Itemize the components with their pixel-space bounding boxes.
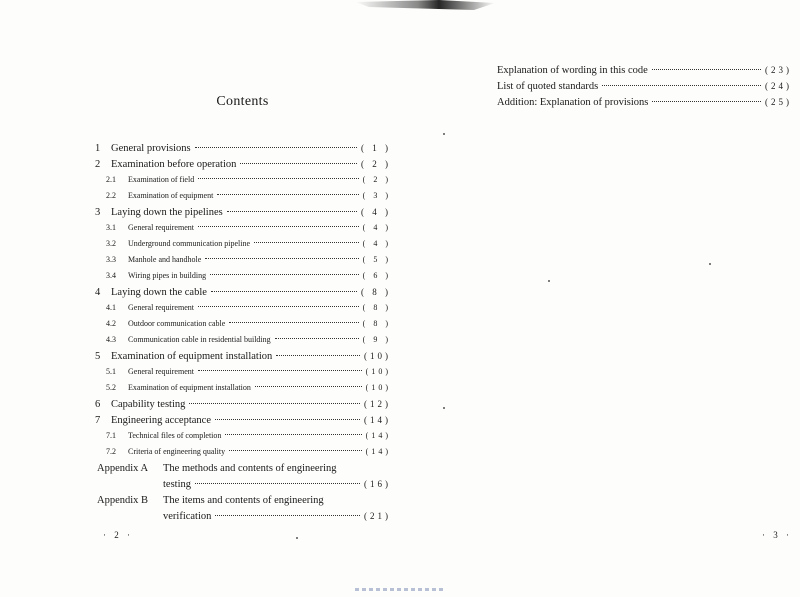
appendix-b-title-line2: verification: [163, 511, 212, 522]
appendix-a-title-line2: testing: [163, 479, 191, 490]
toc-entry-page: (23): [765, 65, 792, 75]
dot-leader: [189, 403, 360, 404]
dot-leader: [275, 338, 359, 339]
toc-entry-label: Manhole and handhole: [128, 255, 202, 264]
toc-entry-number: 5.1: [106, 367, 116, 376]
right-page-number: · 3 ·: [762, 530, 792, 540]
scan-speck: [443, 133, 445, 135]
toc-section-entry[interactable]: [106, 271, 391, 280]
dot-leader: [198, 178, 358, 179]
toc-entry-number: 4.2: [106, 319, 116, 328]
toc-entry-number: 7.1: [106, 431, 116, 440]
appendix-a-title-line1: The methods and contents of engineering: [163, 463, 337, 474]
dot-leader: [652, 101, 761, 102]
toc-entry-label: Explanation of wording in this code: [497, 65, 648, 76]
dot-leader: [215, 515, 360, 516]
appendix-a-heading[interactable]: [97, 463, 337, 474]
toc-entry-page: ( 8 ): [361, 287, 391, 297]
toc-entry-label: General requirement: [128, 367, 194, 376]
toc-chapter-entry[interactable]: [95, 399, 391, 410]
appendix-b-label: Appendix B: [97, 495, 149, 506]
toc-back-matter-entry[interactable]: [497, 81, 792, 92]
appendix-a-label: Appendix A: [97, 463, 149, 474]
appendix-a-page: (16): [364, 479, 391, 489]
dot-leader: [240, 163, 357, 164]
toc-entry-number: 3.2: [106, 239, 116, 248]
toc-entry-number: 3.4: [106, 271, 116, 280]
toc-entry-number: 7.2: [106, 447, 116, 456]
toc-entry-page: ( 2 ): [362, 175, 391, 184]
toc-entry-page: (14): [364, 415, 391, 425]
appendix-b-continuation[interactable]: [163, 511, 391, 522]
toc-entry-label: General requirement: [128, 223, 194, 232]
toc-section-entry[interactable]: [106, 255, 391, 264]
toc-back-matter-entry[interactable]: [497, 65, 792, 76]
toc-entry-page: (14): [365, 447, 391, 456]
toc-entry-page: ( 6 ): [362, 271, 391, 280]
toc-entry-page: (12): [364, 399, 391, 409]
toc-section-entry[interactable]: [106, 175, 391, 184]
dot-leader: [254, 242, 359, 243]
toc-section-entry[interactable]: [106, 367, 391, 376]
toc-entry-page: ( 9 ): [362, 335, 391, 344]
dot-leader: [652, 69, 761, 70]
toc-entry-label: Examination before operation: [111, 159, 237, 170]
toc-chapter-entry[interactable]: [95, 207, 391, 218]
toc-entry-number: 5.2: [106, 383, 116, 392]
toc-entry-page: (14): [365, 431, 391, 440]
toc-back-matter-entry[interactable]: [497, 97, 792, 108]
toc-entry-label: Criteria of engineering quality: [128, 447, 226, 456]
toc-entry-label: Examination of equipment: [128, 191, 214, 200]
dot-leader: [227, 211, 357, 212]
toc-section-entry[interactable]: [106, 335, 391, 344]
toc-section-entry[interactable]: [106, 319, 391, 328]
toc-entry-number: 7: [95, 415, 101, 426]
toc-entry-page: ( 8 ): [362, 303, 391, 312]
toc-section-entry[interactable]: [106, 447, 391, 456]
dot-leader: [225, 434, 361, 435]
toc-entry-page: ( 4 ): [362, 239, 391, 248]
toc-entry-number: 2.2: [106, 191, 116, 200]
toc-entry-label: Capability testing: [111, 399, 186, 410]
toc-section-entry[interactable]: [106, 303, 391, 312]
toc-chapter-entry[interactable]: [95, 415, 391, 426]
appendix-b-heading[interactable]: [97, 495, 324, 506]
scan-artifact-bottom: [355, 588, 445, 591]
toc-entry-label: General requirement: [128, 303, 194, 312]
toc-section-entry[interactable]: [106, 431, 391, 440]
dot-leader: [198, 226, 359, 227]
toc-entry-label: Communication cable in residential building: [128, 335, 271, 344]
appendix-a-continuation[interactable]: [163, 479, 391, 490]
toc-chapter-entry[interactable]: [95, 351, 391, 362]
toc-entry-page: ( 4 ): [362, 223, 391, 232]
toc-chapter-entry[interactable]: [95, 143, 391, 154]
toc-entry-page: ( 8 ): [362, 319, 391, 328]
toc-entry-number: 4: [95, 287, 101, 298]
toc-entry-label: Technical files of completion: [128, 431, 222, 440]
toc-entry-number: 3.3: [106, 255, 116, 264]
toc-section-entry[interactable]: [106, 223, 391, 232]
toc-entry-number: 1: [95, 143, 101, 154]
dot-leader: [211, 291, 357, 292]
toc-section-entry[interactable]: [106, 383, 391, 392]
toc-entry-label: List of quoted standards: [497, 81, 599, 92]
dot-leader: [198, 306, 359, 307]
toc-entry-label: Underground communication pipeline: [128, 239, 251, 248]
toc-entry-label: Addition: Explanation of provisions: [497, 97, 649, 108]
scan-speck: [443, 407, 445, 409]
dot-leader: [276, 355, 360, 356]
toc-entry-number: 5: [95, 351, 101, 362]
dot-leader: [195, 483, 360, 484]
dot-leader: [229, 450, 362, 451]
toc-entry-label: Examination of equipment installation: [111, 351, 273, 362]
toc-chapter-entry[interactable]: [95, 287, 391, 298]
toc-entry-label: Examination of field: [128, 175, 195, 184]
dot-leader: [198, 370, 362, 371]
toc-entry-label: General provisions: [111, 143, 191, 154]
dot-leader: [217, 194, 358, 195]
toc-entry-page: ( 5 ): [362, 255, 391, 264]
toc-entry-label: Laying down the cable: [111, 287, 207, 298]
toc-entry-number: 2: [95, 159, 101, 170]
toc-entry-page: ( 4 ): [361, 207, 391, 217]
dot-leader: [229, 322, 358, 323]
dot-leader: [215, 419, 360, 420]
toc-entry-number: 3.1: [106, 223, 116, 232]
dot-leader: [255, 386, 362, 387]
toc-entry-label: Examination of equipment installation: [128, 383, 251, 392]
toc-entry-number: 3: [95, 207, 101, 218]
contents-title: Contents: [216, 94, 269, 109]
toc-chapter-entry[interactable]: [95, 159, 391, 170]
toc-entry-page: ( 3 ): [362, 191, 391, 200]
toc-entry-page: (10): [364, 351, 391, 361]
toc-entry-page: ( 2 ): [361, 159, 391, 169]
toc-entry-number: 4.3: [106, 335, 116, 344]
toc-entry-page: (24): [765, 81, 792, 91]
toc-entry-number: 4.1: [106, 303, 116, 312]
toc-section-entry[interactable]: [106, 239, 391, 248]
toc-entry-page: ( 1 ): [361, 143, 391, 153]
toc-section-entry[interactable]: [106, 191, 391, 200]
dot-leader: [195, 147, 357, 148]
toc-entry-number: 2.1: [106, 175, 116, 184]
left-page-number: · 2 ·: [103, 530, 133, 540]
dot-leader: [205, 258, 358, 259]
scan-speck: [296, 537, 298, 539]
toc-entry-page: (10): [365, 383, 391, 392]
toc-entry-label: Outdoor communication cable: [128, 319, 226, 328]
appendix-b-page: (21): [364, 511, 391, 521]
toc-entry-label: Wiring pipes in building: [128, 271, 207, 280]
toc-entry-page: (10): [365, 367, 391, 376]
toc-entry-page: (25): [765, 97, 792, 107]
dot-leader: [210, 274, 359, 275]
scan-speck: [709, 263, 711, 265]
toc-entry-label: Engineering acceptance: [111, 415, 211, 426]
dot-leader: [602, 85, 761, 86]
toc-entry-label: Laying down the pipelines: [111, 207, 223, 218]
scan-speck: [548, 280, 550, 282]
toc-entry-number: 6: [95, 399, 101, 410]
appendix-b-title-line1: The items and contents of engineering: [163, 495, 324, 506]
